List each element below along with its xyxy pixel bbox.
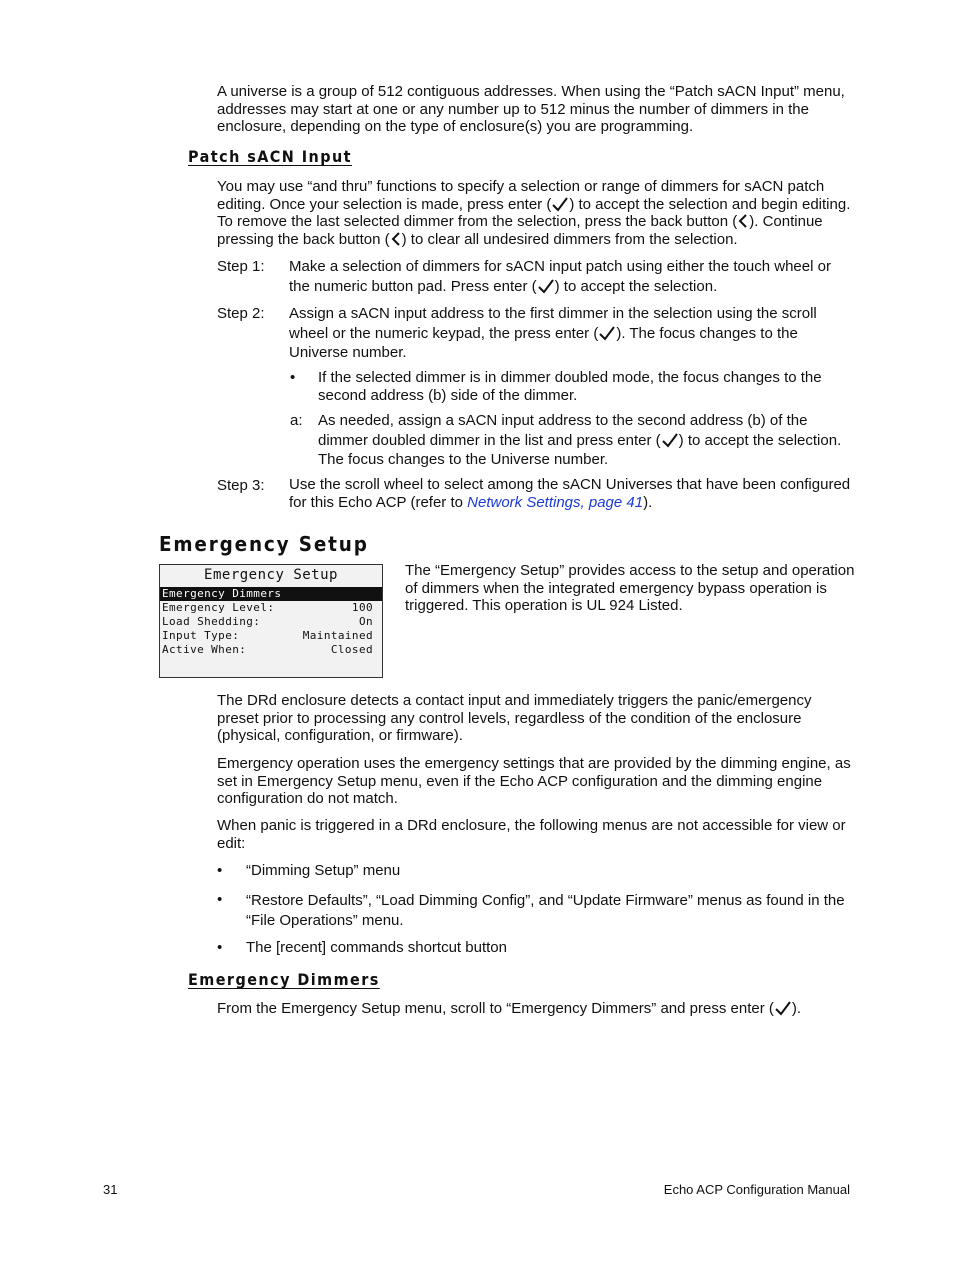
step1-text-a: Make a selection of dimmers for sACN input patch using either the touch wheel or the numeric button pad. Press enter ( (289, 258, 831, 295)
step2-text-a: Assign a sACN input address to the first dimmer in the selection using the scroll wheel or the numeric keypad, the press enter ( (289, 305, 817, 342)
bullet-text: If the selected dimmer is in dimmer doubled mode, the focus changes to the second address (b) side of the dimmer. (318, 369, 822, 404)
emergency-dimmers-heading: Emergency Dimmers (188, 970, 380, 989)
bullet-marker: • (217, 891, 223, 908)
enter-check-icon (537, 278, 555, 294)
lcd-row (160, 643, 382, 657)
page-number: 31 (103, 1182, 118, 1197)
emergency-bullet: “Dimming Setup” menu (246, 862, 401, 879)
patch-text-b: ) to accept the selection and begin editing. To remove the last selected dimmer from the selection, press the back button ( (217, 195, 851, 230)
lcd-screen (159, 564, 383, 678)
lcd-row-value: 100 (351, 601, 373, 614)
step3-text-a: Use the scroll wheel to select among the sACN Universes that have been configured for this Echo ACP (refer to (289, 476, 851, 511)
bullet-marker: • (217, 862, 223, 879)
lcd-row-label: Input Type: (162, 629, 240, 642)
patch-sacn-heading: Patch sACN Input (188, 147, 353, 166)
step3-text (289, 476, 854, 511)
patch-text-d: ) to clear all undesired dimmers from the selection. (401, 230, 738, 248)
emergency-dimmers-text-b: ). (791, 1000, 802, 1017)
patch-paragraph (217, 178, 857, 248)
lcd-row (160, 629, 382, 643)
back-chevron-icon (390, 231, 402, 247)
substep-a-text-a: As needed, assign a sACN input address to the second address (b) of the dimmer doubled dimmer in the list and press enter ( (318, 412, 808, 449)
bullet-marker: • (217, 939, 223, 956)
lcd-row-value: Maintained (302, 629, 373, 642)
emergency-paragraph-2: Emergency operation uses the emergency settings that are provided by the dimming engine, as set in Emergency Setup menu, even if the Echo ACP configuration and the dimming engine configuration do not match. (217, 755, 851, 807)
step2-text-b: ). The focus changes to the Universe number. (289, 324, 798, 361)
lcd-row-label: Load Shedding: (162, 615, 261, 628)
emergency-dimmers-text (217, 1000, 857, 1018)
emergency-side-text: The “Emergency Setup” provides access to the setup and operation of dimmers when the integrated emergency bypass operation is triggered. This operation is UL 924 Listed. (405, 562, 855, 614)
patch-text-a: You may use “and thru” functions to specify a selection or range of dimmers for sACN patch editing. Once your selection is made, press enter ( (217, 178, 825, 213)
step2-text (289, 304, 854, 363)
step1-text (289, 257, 854, 296)
patch-text-c: ). Continue pressing the back button ( (217, 213, 823, 248)
lcd-row (160, 601, 382, 615)
step3-text-b: ). (643, 493, 653, 511)
back-chevron-icon (737, 213, 749, 229)
step2-label: Step 2: (217, 305, 265, 322)
enter-check-icon (598, 325, 616, 341)
bullet-marker: • (290, 369, 296, 386)
lcd-row-value: Closed (330, 643, 373, 656)
substep-a-text (318, 411, 858, 470)
emergency-paragraph-1: The DRd enclosure detects a contact input and immediately triggers the panic/emergency preset prior to processing any control levels, regardless of the condition of the enclosure (physical, configuration, or firmware). (217, 692, 812, 744)
lcd-row-label: Emergency Dimmers (162, 587, 282, 600)
lcd-row-label: Emergency Level: (162, 601, 275, 614)
lcd-row-label: Active When: (162, 643, 247, 656)
step1-text-b: ) to accept the selection. (554, 277, 718, 295)
enter-check-icon (661, 432, 679, 448)
substep-a-text-b: ) to accept the selection. The focus changes to the Universe number. (318, 431, 842, 468)
emergency-bullet: The [recent] commands shortcut button (246, 939, 507, 956)
step3-label: Step 3: (217, 477, 265, 494)
enter-check-icon (551, 196, 569, 212)
network-settings-link[interactable]: Network Settings, page 41 (467, 493, 644, 511)
lcd-row (160, 615, 382, 629)
lcd-row-value: On (358, 615, 373, 628)
emergency-setup-heading: Emergency Setup (159, 532, 369, 556)
step1-label: Step 1: (217, 258, 265, 275)
lcd-row-selected (160, 587, 382, 601)
substep-a-label: a: (290, 412, 303, 429)
footer-title: Echo ACP Configuration Manual (663, 1182, 850, 1197)
emergency-bullet: “Restore Defaults”, “Load Dimming Config”, and “Update Firmware” menus as found in the “File Operations” menu. (246, 892, 845, 929)
emergency-dimmers-text-a: From the Emergency Setup menu, scroll to “Emergency Dimmers” and press enter ( (217, 1000, 774, 1017)
enter-check-icon (774, 1000, 792, 1016)
emergency-paragraph-3: When panic is triggered in a DRd enclosure, the following menus are not accessible for view or edit: (217, 817, 846, 852)
lcd-title: Emergency Setup (204, 567, 338, 583)
intro-paragraph: A universe is a group of 512 contiguous addresses. When using the “Patch sACN Input” menu, addresses may start at one or any number up to 512 minus the number of dimmers in the enclosure, depending on the type of enclosure(s) you are programming. (217, 83, 845, 135)
